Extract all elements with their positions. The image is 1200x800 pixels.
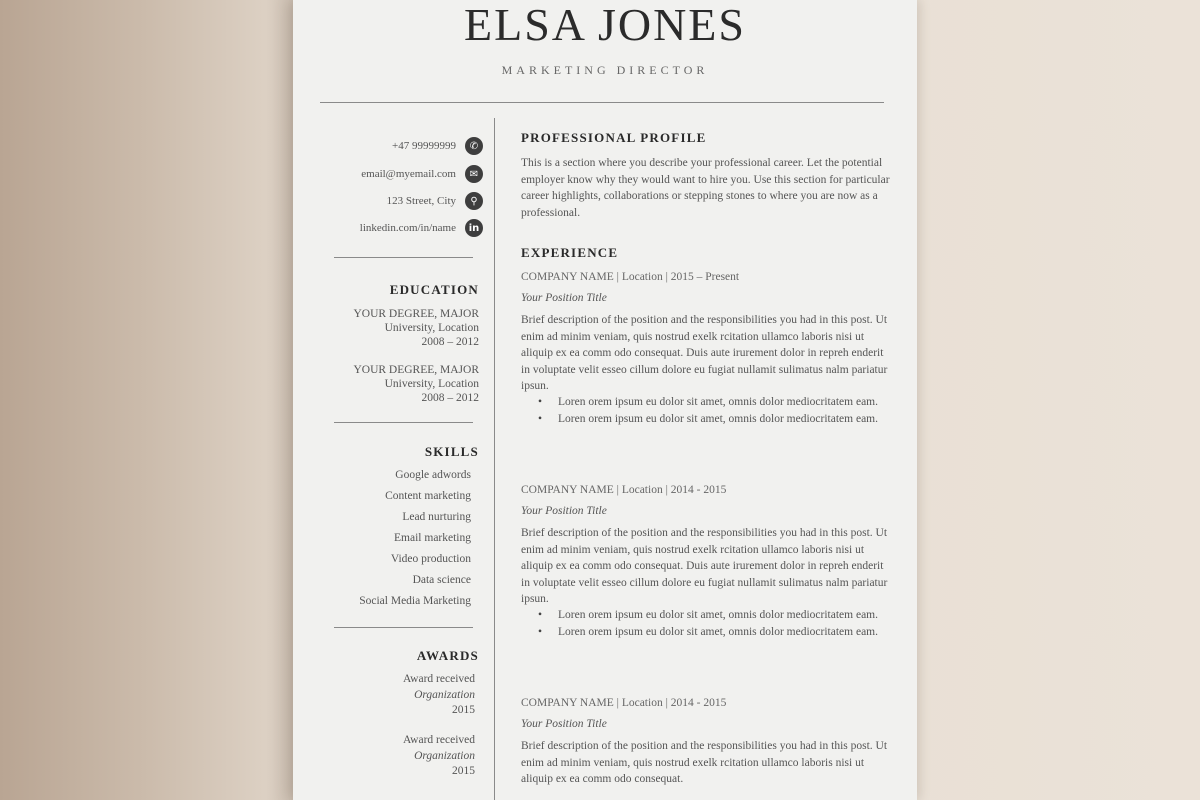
education-school: University, Location — [384, 378, 479, 390]
skill-item: Google adwords — [395, 469, 471, 481]
skill-item: Social Media Marketing — [359, 595, 471, 607]
awards-heading: AWARDS — [416, 648, 479, 663]
skill-item: Email marketing — [394, 532, 471, 544]
profile-text: This is a section where you describe your professional career. Let the potential employer know why they would want to hire you. Use this section for particular career highlights, collaborations or stepping stones to where you are now as a professional. — [521, 157, 890, 219]
award-name: Award received — [402, 734, 475, 746]
award-organization: Organization — [414, 688, 475, 701]
education-school: University, Location — [384, 322, 479, 334]
job-bullet: • Loren orem ipsum eu dolor sit amet, omnis dolor mediocritatem eam. — [521, 607, 881, 624]
award-year: 2015 — [452, 704, 475, 716]
skill-item: Data science — [412, 574, 471, 586]
column-divider — [494, 118, 495, 800]
job-company: COMPANY NAME | Location | 2015 – Present — [521, 271, 740, 283]
experience-heading: EXPERIENCE — [521, 245, 619, 260]
job-position: Your Position Title — [521, 292, 607, 304]
header-divider — [320, 102, 884, 103]
job-description: Brief description of the position and the responsibilities you had in this post. Ut enim ad minim veniam, quis nostrud exelk rcitation ullamco laboris nisi ut aliquip ex ea comm odo consequat. — [521, 740, 888, 785]
contact-address — [387, 191, 483, 211]
skill-item: Video production — [390, 553, 471, 565]
linkedin-icon: in — [465, 219, 483, 237]
resume-page — [293, 0, 917, 800]
skills-divider — [334, 627, 473, 628]
job-bullet: • Loren orem ipsum eu dolor sit amet, omnis dolor mediocritatem eam. — [521, 411, 881, 428]
job-company: COMPANY NAME | Location | 2014 - 2015 — [521, 697, 727, 709]
award-year: 2015 — [452, 765, 475, 777]
award-name: Award received — [402, 673, 475, 685]
education-years: 2008 – 2012 — [421, 336, 479, 348]
job-company: COMPANY NAME | Location | 2014 - 2015 — [521, 484, 727, 496]
job-position: Your Position Title — [521, 505, 607, 517]
contact-email-text: email@myemail.com — [361, 168, 456, 180]
envelope-icon: ✉ — [465, 165, 483, 183]
skill-item: Content marketing — [385, 490, 471, 502]
education-degree: YOUR DEGREE, MAJOR — [353, 308, 479, 320]
education-degree: YOUR DEGREE, MAJOR — [353, 364, 479, 376]
location-pin-icon: ⚲ — [465, 192, 483, 210]
contact-divider — [334, 257, 473, 258]
skill-item: Lead nurturing — [402, 511, 471, 523]
education-divider — [334, 422, 473, 423]
profile-heading: PROFESSIONAL PROFILE — [521, 130, 707, 145]
education-heading: EDUCATION — [389, 282, 479, 297]
job-bullet: • Loren orem ipsum eu dolor sit amet, omnis dolor mediocritatem eam. — [521, 624, 881, 641]
candidate-title: MARKETING DIRECTOR — [501, 63, 709, 77]
education-years: 2008 – 2012 — [421, 392, 479, 404]
contact-linkedin-text: linkedin.com/in/name — [359, 222, 456, 234]
award-organization: Organization — [414, 749, 475, 762]
skills-heading: SKILLS — [424, 444, 479, 459]
contact-address-text: 123 Street, City — [386, 195, 456, 207]
phone-icon: ✆ — [465, 137, 483, 155]
job-description: Brief description of the position and the responsibilities you had in this post. Ut enim ad minim veniam, quis nostrud exelk rcitation ullamco laboris nisi ut aliquip ex ea comm odo consequat. Duis aute irurement dolor in repreh enderit in voluptate velit esseo cillum dolore eu fugiat nullamit sulimatus nalm pariatur ipsun. — [521, 314, 888, 392]
job-position: Your Position Title — [521, 718, 607, 730]
job-bullets — [521, 607, 881, 640]
award-entry — [403, 733, 475, 780]
education-entry — [353, 363, 479, 405]
job-bullet: • Loren orem ipsum eu dolor sit amet, omnis dolor mediocritatem eam. — [521, 394, 881, 411]
contact-phone-text: +47 99999999 — [392, 140, 456, 152]
education-entry — [353, 307, 479, 349]
award-entry — [403, 672, 475, 719]
contact-phone[interactable] — [392, 136, 483, 156]
contact-email[interactable] — [361, 164, 483, 184]
candidate-name: ELSA JONES — [464, 0, 746, 50]
job-bullets — [521, 394, 881, 427]
job-description: Brief description of the position and the responsibilities you had in this post. Ut enim ad minim veniam, quis nostrud exelk rcitation ullamco laboris nisi ut aliquip ex ea comm odo consequat. Duis aute irurement dolor in repreh enderit in voluptate velit esseo cillum dolore eu fugiat nullamit sulimatus nalm pariatur ipsun. — [521, 527, 888, 605]
contact-linkedin[interactable] — [360, 218, 483, 238]
